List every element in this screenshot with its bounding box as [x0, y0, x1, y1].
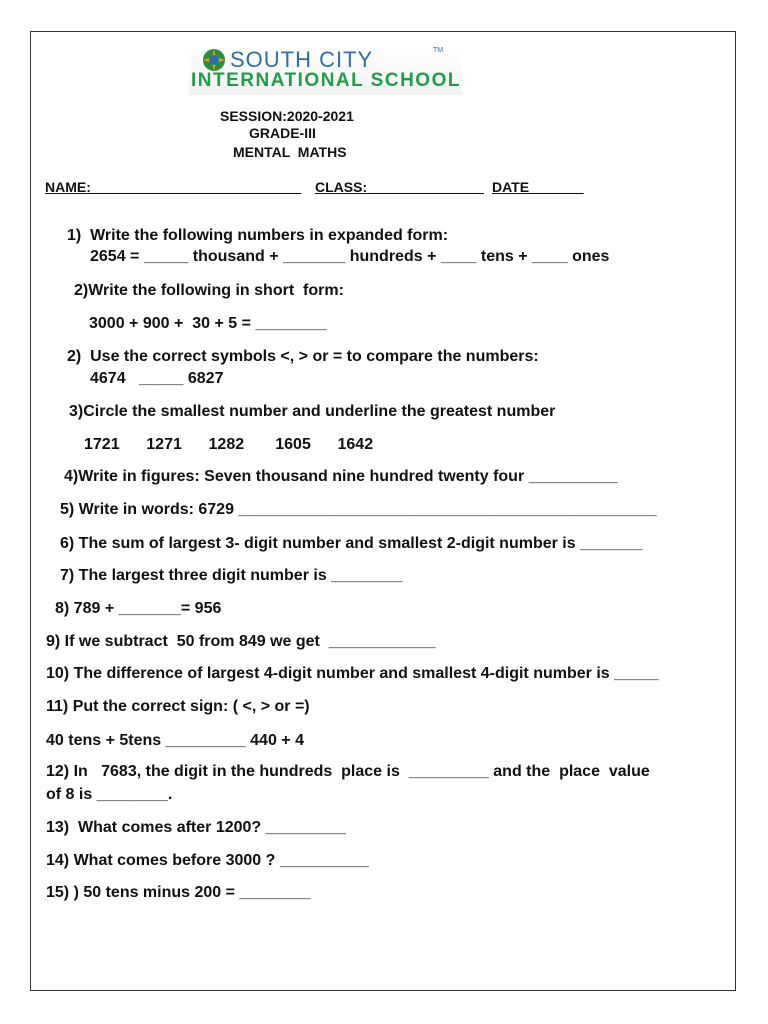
question-4: 4)Write in figures: Seven thousand nine hundred twenty four __________ [64, 468, 618, 485]
question-12: 12) In 7683, the digit in the hundreds place is _________ and the place value [46, 763, 650, 780]
question-7: 7) The largest three digit number is ________ [60, 567, 403, 584]
logo-text-international-school: INTERNATIONAL SCHOOL [191, 70, 461, 91]
question-13: 13) What comes after 1200? _________ [46, 819, 346, 836]
question-14: 14) What comes before 3000 ? __________ [46, 852, 369, 869]
date-field: DATE_______ [492, 179, 584, 195]
name-field: NAME:___________________________ [45, 179, 302, 195]
question-10: 10) The difference of largest 4-digit number and smallest 4-digit number is _____ [46, 665, 659, 682]
question-12-continued: of 8 is ________. [46, 786, 173, 803]
subject-label: MENTAL MATHS [233, 144, 347, 160]
session-label: SESSION:2020-2021 [220, 108, 354, 124]
question-3: 3)Circle the smallest number and underline the greatest number [69, 403, 556, 420]
question-8: 8) 789 + _______= 956 [55, 600, 222, 617]
school-logo [189, 45, 461, 95]
class-field: CLASS:_______________ [315, 179, 484, 195]
question-5: 5) Write in words: 6729 _______________________________________________ [60, 501, 657, 518]
logo-text-south-city: SOUTH CITY [230, 47, 374, 72]
question-11: 11) Put the correct sign: ( <, > or =) [46, 698, 310, 715]
question-6: 6) The sum of largest 3- digit number and smallest 2-digit number is _______ [60, 535, 643, 552]
question-9: 9) If we subtract 50 from 849 we get ____________ [46, 633, 436, 650]
question-2-compare-numbers: 4674 _____ 6827 [90, 370, 224, 387]
question-2-sum: 3000 + 900 + 30 + 5 = ________ [89, 315, 327, 332]
question-11-expression: 40 tens + 5tens _________ 440 + 4 [46, 732, 304, 749]
question-3-numbers: 1721 1271 1282 1605 1642 [84, 436, 374, 453]
trademark-mark: TM [433, 47, 444, 54]
question-1-expanded-form: 2654 = _____ thousand + _______ hundreds + ____ tens + ____ ones [90, 248, 610, 265]
question-2-short-form: 2)Write the following in short form: [74, 282, 344, 299]
question-2-compare: 2) Use the correct symbols <, > or = to compare the numbers: [67, 348, 539, 365]
question-15: 15) ) 50 tens minus 200 = ________ [46, 884, 311, 901]
grade-label: GRADE-III [249, 125, 316, 141]
globe-emblem-icon [202, 48, 226, 72]
question-1: 1) Write the following numbers in expanded form: [67, 227, 449, 244]
